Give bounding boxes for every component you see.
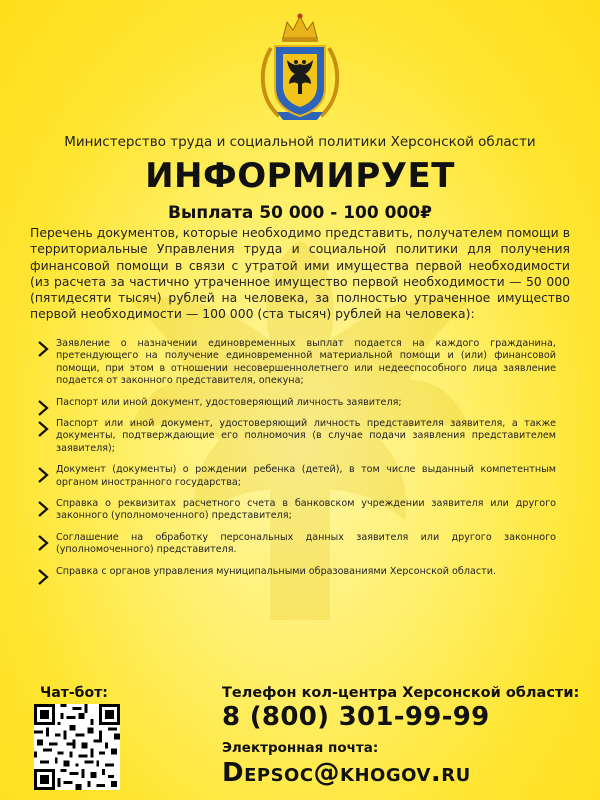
list-item [36, 532, 556, 557]
payment-amount: Выплата 50 000 - 100 000₽ [168, 203, 432, 223]
chevron-right-icon [36, 398, 50, 418]
list-item [36, 338, 556, 388]
list-item-text: Паспорт или иной документ, удостоверяющий личность заявителя; [56, 396, 402, 408]
list-item-text: Заявление о назначении единовременных выплат подается на каждого гражданина, претендующего на получение единовременной материальной помощи и (или) финансовой помощи, при этом в отношении несовершеннолетнего или недееспособного лица заявление подается от законного представителя, опекуна; [56, 338, 556, 387]
email-address[interactable]: Depsoc@khogov.ru [222, 758, 471, 788]
list-item [36, 418, 556, 455]
chevron-right-icon [36, 533, 50, 553]
list-item-text: Документ (документы) о рождении ребенка (детей), в том числе выданный компетентным органом иностранного государства; [56, 464, 556, 488]
qr-code-icon[interactable] [34, 704, 120, 790]
phone-label: Телефон кол-центра Херсонской области: [222, 685, 580, 701]
list-item [36, 464, 556, 489]
ministry-name: Министерство труда и социальной политики Херсонской области [64, 134, 536, 150]
list-item-text: Паспорт или иной документ, удостоверяющий личность представителя заявителя, а также документы, подтверждающие его полномочия (в случае подачи заявления представителем заявителя); [56, 418, 556, 454]
intro-paragraph: Перечень документов, которые необходимо представить, получателем помощи в территориальные Управления труда и социальной политики для получения финансовой помощи в связи с утратой ими имущества первой необходимости (из расчета за частично утраченное имущество первой необходимости — 50 000 (пятидесяти тысяч) рублей на человека, за полностью утраченное имущество первой необходимости — 100 000 (ста тысяч) рублей на человека): [30, 225, 570, 322]
page-title: ИНФОРМИРУЕТ [145, 156, 455, 196]
chevron-right-icon [36, 567, 50, 587]
list-item-text: Справка о реквизитах расчетного счета в банковском учреждении заявителя или другого законного (уполномоченного) представителя; [56, 498, 556, 522]
email-label: Электронная почта: [222, 740, 379, 756]
list-item [36, 397, 556, 409]
coat-of-arms-icon [253, 8, 347, 128]
chevron-right-icon [36, 339, 50, 359]
list-item [36, 566, 556, 578]
phone-number[interactable]: 8 (800) 301-99-99 [222, 702, 490, 732]
list-item [36, 498, 556, 523]
chatbot-label: Чат-бот: [40, 685, 108, 701]
list-item-text: Соглашение на обработку персональных данных заявителя или другого законного (уполномоченного) представителя. [56, 531, 556, 556]
chevron-right-icon [36, 419, 50, 439]
chevron-right-icon [36, 465, 50, 485]
chevron-right-icon [36, 499, 50, 519]
documents-list [36, 338, 556, 587]
list-item-text: Справка с органов управления муниципальными образованиями Херсонской области. [56, 565, 497, 577]
